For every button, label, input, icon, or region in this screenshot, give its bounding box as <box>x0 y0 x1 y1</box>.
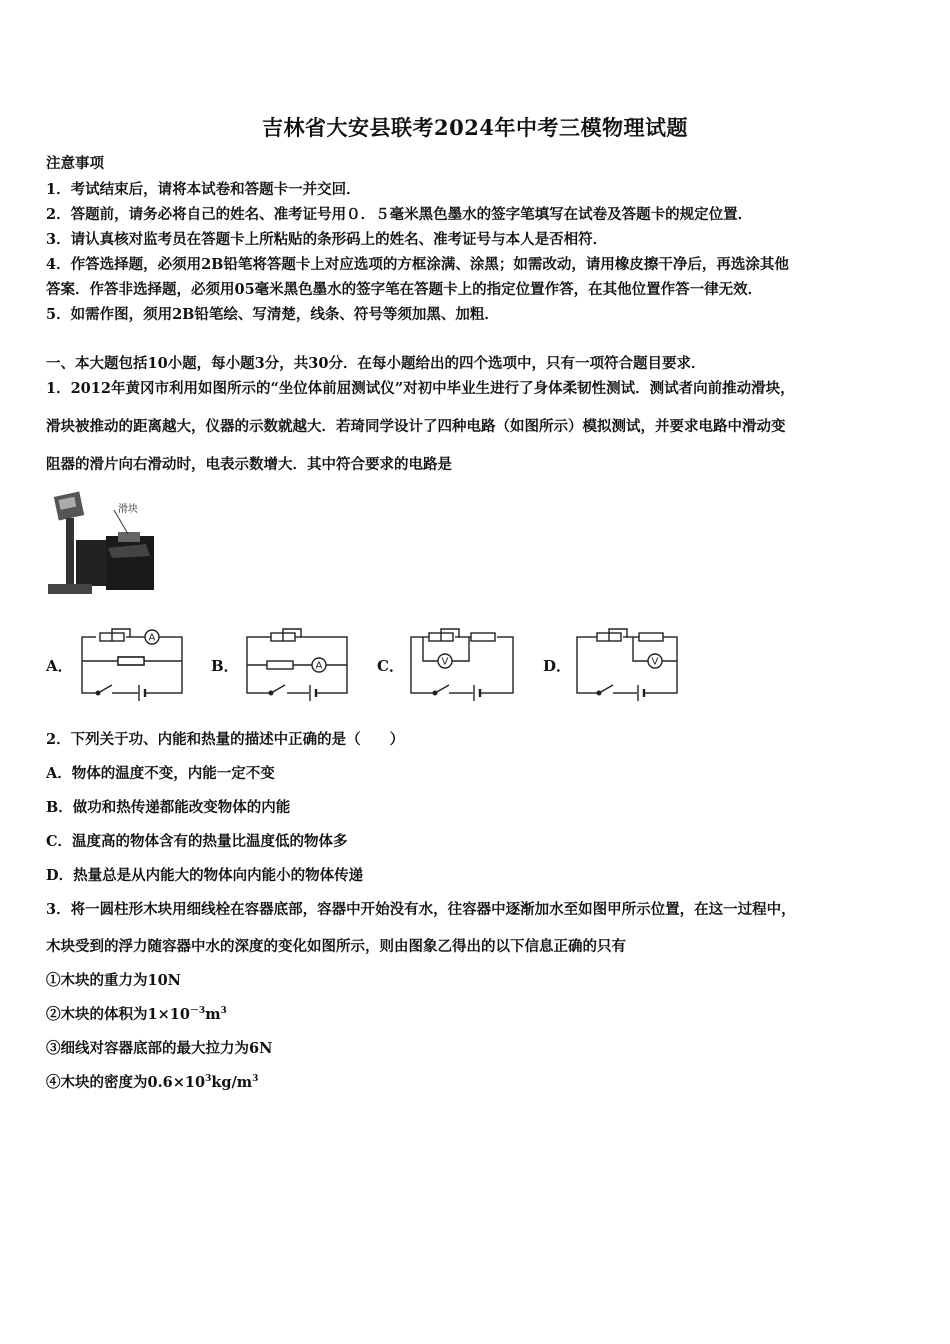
circuit-a-diagram <box>78 625 228 701</box>
unit-exponent: 3 <box>220 1006 227 1017</box>
notice-heading: 注意事项 <box>46 155 104 172</box>
notice-item: 答案．作答非选择题，必须用05毫米黑色墨水的签字笔在答题卡上的指定位置作答，在其他位置作答一律无效． <box>46 281 763 298</box>
question-2-option[interactable]: B．做功和热传递都能改变物体的内能 <box>46 799 291 816</box>
question-3-statement[interactable] <box>46 1071 258 1092</box>
ammeter-symbol: A <box>148 632 156 644</box>
unit-exponent: 3 <box>252 1074 259 1085</box>
voltmeter-symbol: V <box>441 656 449 668</box>
unit: kg/m <box>211 1074 253 1091</box>
circuit-c-diagram <box>409 625 559 701</box>
question-3-statement[interactable]: ①木块的重力为10N <box>46 972 181 989</box>
exponent: －3 <box>189 1006 206 1017</box>
page-title: 吉林省大安县联考2024年中考三模物理试题 <box>262 115 688 140</box>
question-3-line: 3．将一圆柱形木块用细线栓在容器底部，容器中开始没有水，往容器中逐渐加水至如图甲所示位置，在这一过程中， <box>46 901 796 918</box>
section-heading: 一、本大题包括10小题，每小题3分，共30分．在每小题给出的四个选项中，只有一项符合题目要求． <box>46 355 706 372</box>
question-3-statement[interactable] <box>46 1003 227 1024</box>
option-d-label: D． <box>543 657 572 675</box>
ammeter-symbol: A <box>315 660 323 672</box>
option-a-label: A． <box>46 657 73 675</box>
statement-text: ②木块的体积为1×10 <box>46 1006 190 1023</box>
option-b-label: B． <box>211 657 239 675</box>
notice-item: 5．如需作图，须用2B铅笔绘、写清楚，线条、符号等须加黑、加粗． <box>46 306 499 323</box>
slider-label: 滑块 <box>118 504 138 515</box>
unit: m <box>205 1006 221 1023</box>
question-3-line: 木块受到的浮力随容器中水的深度的变化如图所示，则由图象乙得出的以下信息正确的只有 <box>46 938 626 955</box>
question-1-line: 1．2012年黄冈市利用如图所示的“坐位体前屈测试仪”对初中毕业生进行了身体柔韧性测试．测试者向前推动滑块， <box>46 380 795 397</box>
notice-item: 2．答题前，请务必将自己的姓名、准考证号用０．５毫米黑色墨水的签字笔填写在试卷及答题卡的规定位置． <box>46 206 753 223</box>
option-c-label: C． <box>377 657 404 675</box>
circuit-b-diagram <box>243 625 393 701</box>
question-2-stem: 2．下列关于功、内能和热量的描述中正确的是（ ） <box>46 731 405 748</box>
question-2-option[interactable]: D．热量总是从内能大的物体向内能小的物体传递 <box>46 867 364 884</box>
question-2-option[interactable]: C．温度高的物体含有的热量比温度低的物体多 <box>46 833 348 850</box>
exponent: 3 <box>205 1074 212 1085</box>
question-1-line: 阻器的滑片向右滑动时，电表示数增大．其中符合要求的电路是 <box>46 456 452 473</box>
voltmeter-symbol: V <box>651 656 659 668</box>
notice-item: 3．请认真核对监考员在答题卡上所粘贴的条形码上的姓名、准考证号与本人是否相符． <box>46 231 608 248</box>
question-3-statement[interactable]: ③细线对容器底部的最大拉力为6N <box>46 1040 273 1057</box>
question-2-option[interactable]: A．物体的温度不变，内能一定不变 <box>46 765 275 782</box>
flexibility-tester-photo <box>46 488 154 598</box>
notice-item: 1．考试结束后，请将本试卷和答题卡一并交回． <box>46 181 361 198</box>
statement-text: ④木块的密度为0.6×10 <box>46 1074 206 1091</box>
circuit-d-diagram <box>575 625 725 701</box>
question-1-line: 滑块被推动的距离越大，仪器的示数就越大．若琦同学设计了四种电路（如图所示）模拟测试，并要求电路中滑动变 <box>46 418 786 435</box>
notice-item: 4．作答选择题，必须用2B铅笔将答题卡上对应选项的方框涂满、涂黑；如需改动，请用橡皮擦干净后，再选涂其他 <box>46 256 789 273</box>
